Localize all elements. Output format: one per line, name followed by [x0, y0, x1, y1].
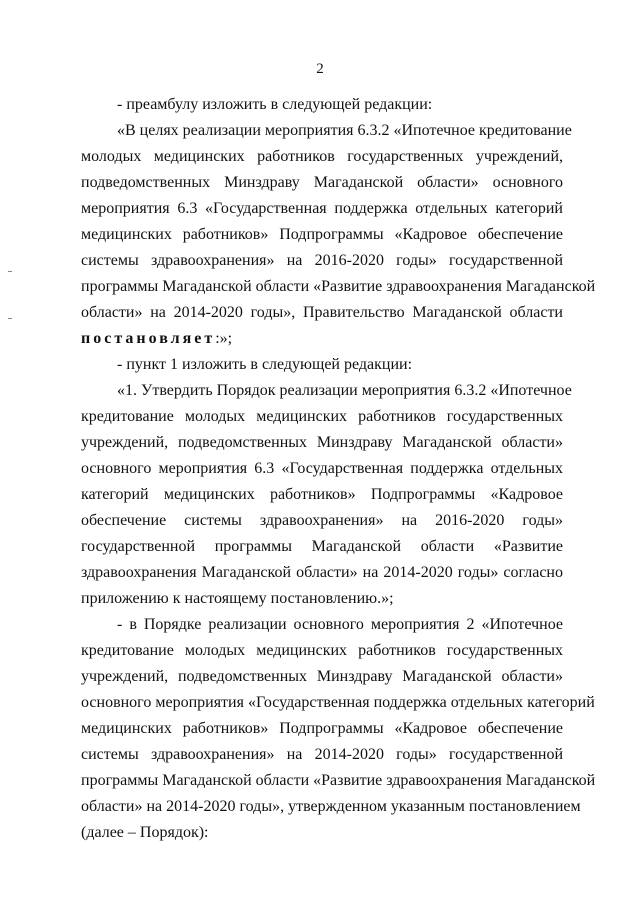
spaced-word-postanovlyaet: постановляет	[81, 330, 216, 347]
text-line: - в Порядке реализации основного мероприятия 2 «Ипотечное	[117, 616, 563, 633]
text-line: «1. Утвердить Порядок реализации мероприятия 6.3.2 «Ипотечное	[117, 382, 572, 399]
text-line: области» на 2014-2020 годы», Правительство Магаданской области	[81, 304, 563, 321]
document-body	[81, 92, 596, 846]
text-line: кредитование молодых медицинских работников государственных	[81, 642, 563, 659]
text-line: учреждений, подведомственных Минздраву Магаданской области»	[81, 434, 563, 451]
text-line: основного мероприятия «Государственная поддержка отдельных категорий	[81, 694, 595, 711]
spaced-tail: :»;	[215, 330, 233, 347]
text-line: системы здравоохранения» на 2016-2020 годы» государственной	[81, 252, 563, 269]
text-line: мероприятия 6.3 «Государственная поддержка отдельных категорий	[81, 200, 563, 217]
text-line: основного мероприятия 6.3 «Государственная поддержка отдельных	[81, 460, 563, 477]
text-line: области» на 2014-2020 годы», утвержденном указанным постановлением	[81, 798, 581, 815]
text-line: (далее – Порядок):	[81, 824, 209, 841]
text-line: подведомственных Минздраву Магаданской области» основного	[81, 174, 563, 191]
text-line: категорий медицинских работников» Подпрограммы «Кадровое	[81, 486, 563, 503]
text-line: государственной программы Магаданской области «Развитие	[81, 538, 563, 555]
scan-edge-mark	[8, 271, 12, 272]
text-line: учреждений, подведомственных Минздраву Магаданской области»	[81, 668, 563, 685]
text-line: приложению к настоящему постановлению.»;	[81, 590, 394, 607]
text-line: системы здравоохранения» на 2014-2020 годы» государственной	[81, 746, 563, 763]
paragraph-preamble-text	[81, 118, 596, 352]
text-line: - преамбулу изложить в следующей редакции:	[117, 96, 433, 113]
paragraph-point1-text	[81, 378, 572, 612]
scan-edge-mark	[8, 318, 12, 319]
page-number: 2	[316, 61, 324, 77]
text-line: «В целях реализации мероприятия 6.3.2 «Ипотечное кредитование	[117, 122, 572, 139]
paragraph-point1-instruction	[81, 352, 563, 378]
text-line: программы Магаданской области «Развитие здравоохранения Магаданской	[81, 278, 596, 295]
text-line: программы Магаданской области «Развитие здравоохранения Магаданской	[81, 772, 596, 789]
text-line: медицинских работников» Подпрограммы «Кадровое обеспечение	[81, 226, 563, 243]
paragraph-preamble-instruction	[81, 92, 563, 118]
text-line: молодых медицинских работников государственных учреждений,	[81, 148, 563, 165]
text-line: медицинских работников» Подпрограммы «Кадровое обеспечение	[81, 720, 563, 737]
text-line: кредитование молодых медицинских работников государственных	[81, 408, 563, 425]
text-line: - пункт 1 изложить в следующей редакции:	[117, 356, 413, 373]
text-line: здравоохранения Магаданской области» на 2014-2020 годы» согласно	[81, 564, 563, 581]
paragraph-order-text	[81, 612, 596, 846]
text-line: обеспечение системы здравоохранения» на 2016-2020 годы»	[81, 512, 563, 529]
text-line	[81, 326, 563, 352]
